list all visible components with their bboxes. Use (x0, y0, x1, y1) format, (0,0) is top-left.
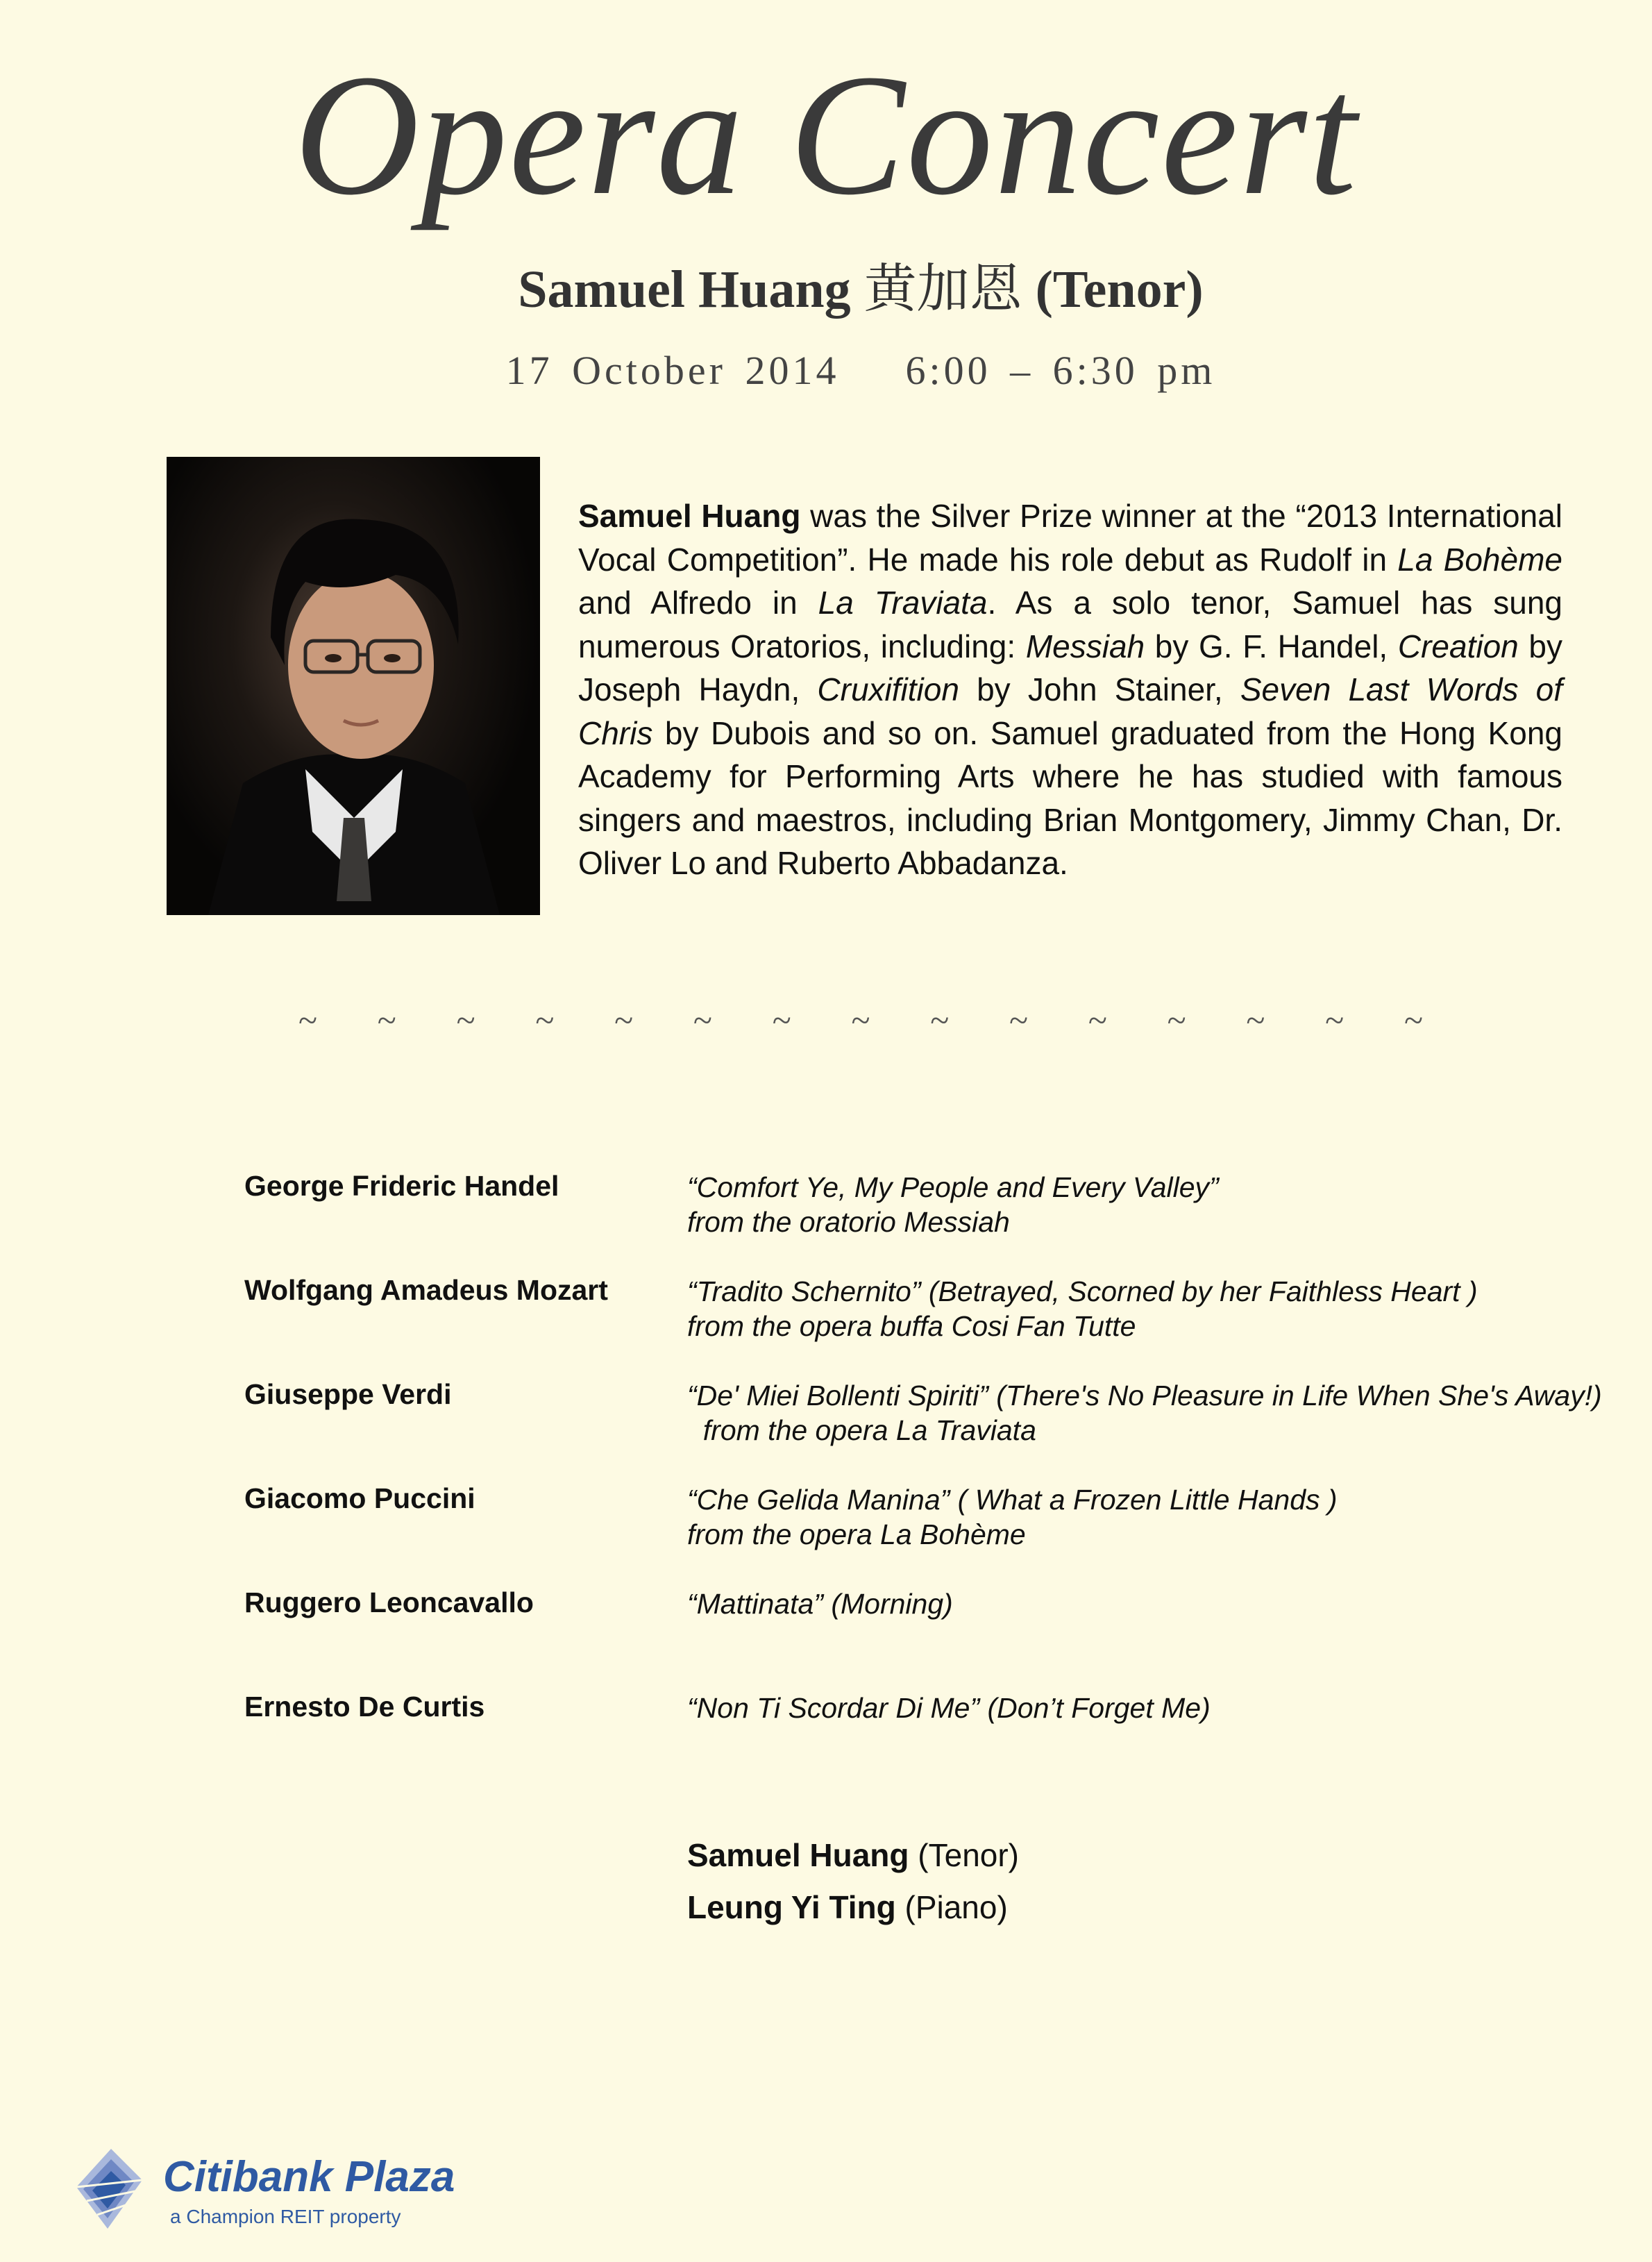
performer-heading (0, 246, 1652, 322)
bio-text: by G. F. Handel, (1145, 628, 1398, 664)
program-composer: Wolfgang Amadeus Mozart (244, 1274, 608, 1306)
divider-tilde: ~ (614, 1000, 634, 1039)
concert-time: 6:00 – 6:30 pm (905, 348, 1216, 393)
divider-tilde: ~ (1088, 1000, 1107, 1039)
sponsor-logo (73, 2142, 489, 2232)
divider-tilde: ~ (1009, 1000, 1029, 1039)
program-piece (687, 1691, 1211, 1725)
piece-title: “Tradito Schernito” (Betrayed, Scorned by her Faithless Heart ) (687, 1275, 1478, 1307)
performer-chinese-name: 黄加恩 (863, 258, 1022, 319)
credit-role: (Tenor) (918, 1837, 1020, 1873)
piece-title: “Che Gelida Manina” ( What a Frozen Little Hands ) (687, 1484, 1338, 1516)
bio-name: Samuel Huang (578, 498, 801, 534)
piece-source: from the opera buffa Cosi Fan Tutte (687, 1310, 1136, 1342)
bio-text: by John Stainer, (959, 671, 1240, 707)
performer-photo (167, 457, 540, 915)
program-piece (687, 1482, 1338, 1552)
bio-italic-title: Creation (1397, 628, 1519, 664)
sponsor-tagline: a Champion REIT property (170, 2206, 401, 2227)
divider-tilde: ~ (298, 1000, 318, 1039)
credit-line (687, 1836, 1019, 1874)
bio-text: . As a solo tenor, Samuel has sung numerous Oratorios, including: (578, 585, 1563, 664)
divider-tilde: ~ (535, 1000, 555, 1039)
divider-tilde: ~ (1325, 1000, 1345, 1039)
divider-tilde: ~ (772, 1000, 791, 1039)
bio-italic-title: Cruxifition (817, 671, 959, 707)
program-composer: George Frideric Handel (244, 1170, 559, 1202)
credit-name: Leung Yi Ting (687, 1889, 896, 1925)
bio-text: by Joseph Haydn, (578, 628, 1562, 707)
divider-tilde: ~ (1246, 1000, 1265, 1039)
piece-title: “Mattinata” (Morning) (687, 1588, 953, 1620)
program-piece (687, 1586, 953, 1621)
divider-tilde: ~ (930, 1000, 950, 1039)
program-piece (687, 1274, 1478, 1343)
program-composer: Giuseppe Verdi (244, 1378, 452, 1410)
performer-role: (Tenor) (1035, 260, 1204, 319)
performer-bio (578, 494, 1562, 885)
bio-italic-title: Messiah (1025, 628, 1145, 664)
program-composer: Ruggero Leoncavallo (244, 1586, 534, 1618)
performer-name: Samuel Huang (518, 260, 851, 319)
concert-date: 17 October 2014 (505, 348, 840, 393)
program-composer: Ernesto De Curtis (244, 1691, 485, 1723)
piece-title: “Non Ti Scordar Di Me” (Don’t Forget Me) (687, 1692, 1211, 1724)
program-composer: Giacomo Puccini (244, 1482, 475, 1514)
divider-tilde: ~ (1167, 1000, 1186, 1039)
divider-tilde: ~ (456, 1000, 475, 1039)
bio-italic-title: La Traviata (818, 585, 988, 621)
divider-tilde: ~ (377, 1000, 396, 1039)
bio-italic-title: Seven Last Words of Chris (578, 671, 1562, 751)
piece-source: from the opera La Traviata (687, 1414, 1036, 1446)
bio-text: by Dubois and so on. Samuel graduated from the Hong Kong Academy for Performing Arts where he has studied with famous singers and maestros, including Brian Montgomery, Jimmy Chan, Dr. Oliver Lo and Ruberto Abbadanza. (578, 714, 1562, 881)
credit-role: (Piano) (904, 1889, 1008, 1925)
piece-title: “De' Miei Bollenti Spiriti” (There's No Pleasure in Life When She's Away!) (687, 1380, 1602, 1411)
performer-portrait-illustration (167, 457, 540, 915)
tilde-divider (298, 1000, 1423, 1040)
program-piece (687, 1378, 1602, 1448)
divider-tilde: ~ (851, 1000, 870, 1039)
building-logo-icon (73, 2142, 149, 2232)
concert-datetime (0, 347, 1652, 394)
credit-name: Samuel Huang (687, 1837, 909, 1873)
piece-source: from the opera La Bohème (687, 1518, 1026, 1550)
divider-tilde: ~ (1404, 1000, 1423, 1039)
page-title: Opera Concert (294, 39, 1358, 231)
program-piece (687, 1170, 1219, 1239)
piece-title: “Comfort Ye, My People and Every Valley” (687, 1171, 1219, 1203)
sponsor-name: Citibank Plaza (163, 2153, 455, 2201)
bio-italic-title: La Bohème (1397, 541, 1562, 578)
credit-line (687, 1888, 1008, 1926)
bio-text: and Alfredo in (578, 585, 818, 621)
divider-tilde: ~ (693, 1000, 712, 1039)
piece-source: from the oratorio Messiah (687, 1206, 1010, 1238)
bio-text: was the Silver Prize winner at the “2013 International Vocal Competition”. He made his role debut as Rudolf in (578, 498, 1562, 578)
